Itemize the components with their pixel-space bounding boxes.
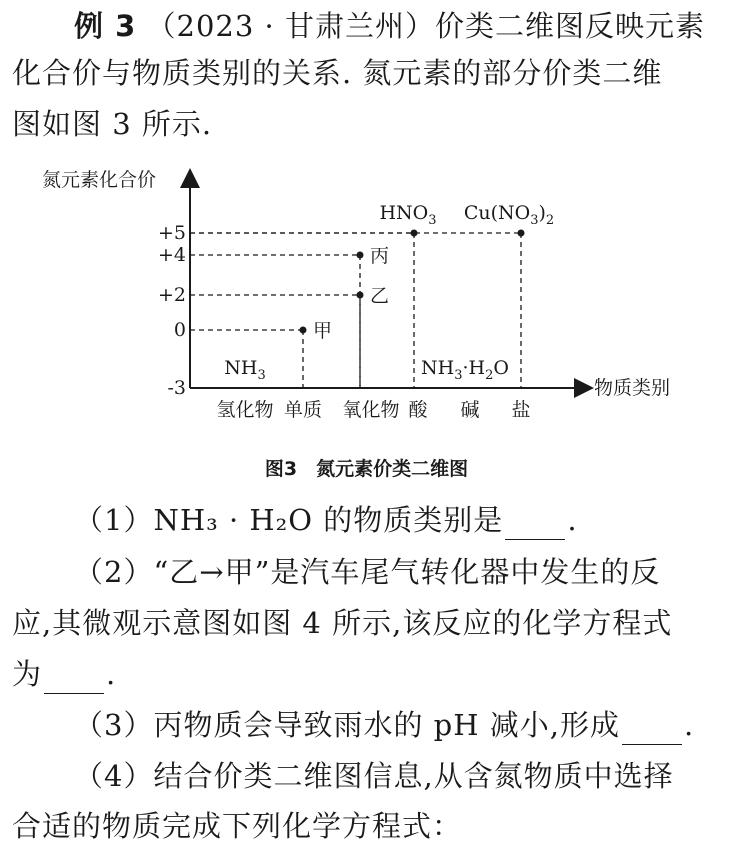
y-tick-label: +2 xyxy=(157,284,186,306)
y-tick-label: +5 xyxy=(157,222,186,244)
q1-end: . xyxy=(567,503,578,537)
y-axis-title: 氮元素化合价 xyxy=(42,169,157,191)
question-2-line-2: 应,其微观示意图如图 4 所示,该反应的化学方程式 xyxy=(12,606,673,640)
q2-answer-blank[interactable] xyxy=(44,663,104,694)
axis-compound-label: $NH_3\cdot H_2O$ xyxy=(421,357,509,383)
question-1 xyxy=(74,500,578,540)
data-point xyxy=(357,292,364,299)
x-category-label: 酸 xyxy=(408,399,428,421)
y-tick-label: +4 xyxy=(157,244,186,266)
question-4-line-1: （4）结合价类二维图信息,从含氮物质中选择 xyxy=(74,759,674,793)
question-2-line-3 xyxy=(12,654,116,694)
data-point xyxy=(357,252,364,259)
x-category-label: 盐 xyxy=(511,399,531,421)
point-label: 甲 xyxy=(313,320,333,342)
x-category-label: 氢化物 xyxy=(216,399,274,421)
question-2-line-1: （2）“乙→甲”是汽车尾气转化器中发生的反 xyxy=(74,555,661,589)
x-axis-title: 物质类别 xyxy=(594,377,671,399)
intro-line-2: 化合价与物质类别的关系. 氮元素的部分价类二维 xyxy=(12,56,663,90)
x-category-label: 氧化物 xyxy=(342,399,400,421)
figure-caption: 图3 氮元素价类二维图 xyxy=(264,458,469,480)
data-point xyxy=(518,230,525,237)
y-tick-label: -3 xyxy=(167,377,186,399)
q1-answer-blank[interactable] xyxy=(505,509,565,540)
x-category-label: 碱 xyxy=(460,399,480,421)
point-label-hno3: $HNO_3$ xyxy=(379,202,437,228)
data-point xyxy=(300,327,307,334)
q2-end: . xyxy=(106,657,117,691)
point-label-cu-no3-2: $Cu(NO_3)_2$ xyxy=(463,202,555,228)
q2-wei: 为 xyxy=(12,657,43,691)
x-category-label: 单质 xyxy=(283,399,323,421)
q3-end: . xyxy=(683,708,695,742)
data-point xyxy=(411,230,418,237)
intro-text-1: （2023 · 甘肃兰州）价类二维图反映元素 xyxy=(146,9,705,43)
axis-compound-label: $NH_3$ xyxy=(224,357,266,383)
point-label: 丙 xyxy=(370,245,390,267)
q1-text: （1）NH₃ · H₂O 的物质类别是 xyxy=(74,503,504,537)
example-label: 例 3 xyxy=(74,9,137,43)
point-label: 乙 xyxy=(370,285,390,307)
q3-answer-blank[interactable] xyxy=(622,714,682,745)
question-4-line-2: 合适的物质完成下列化学方程式： xyxy=(12,809,463,843)
y-tick-label: 0 xyxy=(173,319,186,341)
question-3 xyxy=(74,705,694,745)
q3-text: （3）丙物质会导致雨水的 pH 减小,形成 xyxy=(74,708,620,742)
intro-line-3: 图如图 3 所示. xyxy=(12,107,213,141)
